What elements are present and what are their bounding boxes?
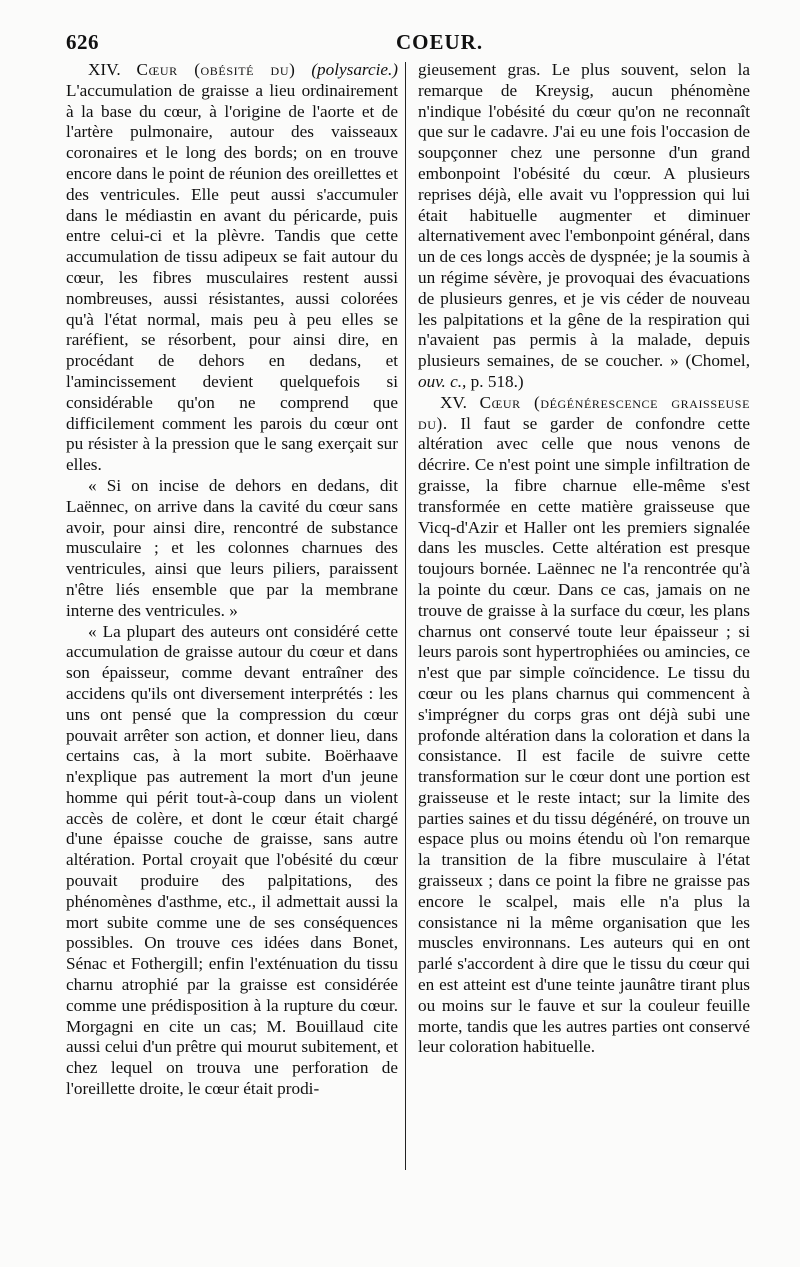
running-title: COEUR. xyxy=(396,30,484,54)
section-xiv-synonym: (polysarcie.) xyxy=(311,60,399,79)
quote-plupart-paragraph: « La plupart des auteurs ont considéré cette accumulation de graisse autour du cœur et dans son épaisseur, comme devant entraîner des accidens qu'ils ont diversement interprétés : les uns ont pensé que la compression du cœur pouvait arrêter son action, et donner lieu, dans certains cas, à la mort subite. Boërhaave n'explique pas autrement la mort d'un jeune homme qui périt tout-à-coup dans un violent accès de colère, et dont le cœur était chargé d'une épaisse couche de graisse, sans autre altération. Portal croyait que l'obésité du cœur pouvait produire des palpitations, des phénomènes d'asthme, etc., il admettait aussi la mort subite comme une de ses conséquences possibles. On trouve ces idées dans Bonet, Sénac et Fothergill; enfin l'exténuation du tissu charnu atrophié par la graisse est considérée comme une prédisposition à la rupture du cœur. Morgagni en cite un cas; M. Bouillaud cite aussi celui d'un prêtre qui mourut subitement, et chez lequel on trouva une perforation de l'oreillette droite, le cœur était prodi- xyxy=(66,621,398,1099)
section-xv-paragraph xyxy=(418,393,750,1059)
section-xiv-paragraph xyxy=(66,60,398,476)
section-xv-number: XV. xyxy=(440,392,467,412)
left-column xyxy=(66,60,398,1100)
continuation-text: gieusement gras. Le plus souvent, selon la remarque de Kreysig, aucun phénomène n'indique l'obésité du cœur qu'on ne reconnaît que sur le cadavre. J'ai eu une fois l'occasion de soupçonner chez une personne d'un grand embonpoint l'obésité du cœur. A plusieurs reprises déjà, elle avait vu l'oppression qui lui était habituelle augmenter et diminuer alternativement avec l'embonpoint général, dans un de ces longs accès de dyspnée; je la soumis à un régime sévère, je provoquai des évacuations de plusieurs genres, et je vis céder de nouveau les palpitations et la gêne de la respiration qui n'avaient pas permis à la malade, depuis plusieurs semaines, de se coucher. » (Chomel, xyxy=(418,60,750,371)
section-xv-heading: Cœur (dégénérescence graisseuse du). xyxy=(418,392,751,433)
section-xiv-text: L'accumulation de graisse a lieu ordinairement à la base du cœur, à l'origine de l'aorte et de l'artère pulmonaire, autour des vaisseaux coronaires et le long des bords; on en trouve encore dans le point de réunion des oreillettes et des ventricules. Elle peut aussi s'accumuler dans le médiastin en avant du péricarde, puis entre celui-ci et la plèvre. Tandis que cette accumulation de tissu adipeux se fait autour du cœur, les fibres musculaires restent aussi nombreuses, aussi résistantes, aussi colorées qu'à l'état normal, mais peu à peu elles se raréfient, se résorbent, pour ainsi dire, en procédant de dehors en dedans, et l'amincissement devient quelquefois si considérable qu'on ne comprend que difficilement comment les parois du cœur ont pu résister à la pression que le sang exerçait sur elles. xyxy=(66,80,398,475)
section-xiv-heading: Cœur (obésité du) xyxy=(136,60,296,79)
quote-laennec-paragraph: « Si on incise de dehors en dedans, dit Laënnec, on arrive dans la cavité du cœur sans avoir, pour ainsi dire, rencontré de substance musculaire ; et les colonnes charnues des ventricules, ainsi que leurs piliers, paraissent n'être liés ensemble que par la membrane interne des ventricules. » xyxy=(66,475,398,620)
section-xv-text: Il faut se garder de confondre cette altération avec celle que nous venons de décrire. Ce n'est point une simple infiltration de graisse, la fibre charnue elle-même s'est transformée en cette matière graisseuse que Vicq-d'Azir et Haller ont les premiers signalée dans les muscles. Cette altération est presque toujours bornée. Laënnec ne l'a rencontrée qu'à la pointe du cœur. Dans ce cas, jamais on ne trouve de graisse à la surface du cœur, les plans charnus ont conservé toute leur épaisseur ; si leurs parois sont hypertrophiées ou amincies, ce n'est que par simple coïncidence. Le tissu du cœur ou les plans charnus qui commencent à s'imprégner du corps gras ont déjà subi une profonde altération dans la coloration et dans la consistance. Il est facile de suivre cette transformation sur le cœur dont une portion est graisseuse et le reste intact; sur la limite des parties saines et du tissu dégénéré, on trouve un espace plus ou moins étendu où l'on remarque la transition de la fibre musculaire à l'état graisseux ; dans ce point la fibre ne graisse pas encore le scalpel, mais elle n'a plus la consistance ni la même organisation que les muscles environnans. Les auteurs qui en ont parlé s'accordent à dire que le tissu du cœur qui en est atteint est d'une teinte jaunâtre tirant plus ou moins sur le fauve et sur la couleur feuille morte, tandis que les autres parties ont conservé leur coloration habituelle. xyxy=(418,413,750,1057)
column-divider xyxy=(405,62,406,1170)
section-xiv-number: XIV. xyxy=(88,60,121,79)
citation-work: ouv. c., xyxy=(418,371,467,391)
page-number: 626 xyxy=(66,30,99,54)
citation-page: p. 518.) xyxy=(470,371,524,391)
continuation-paragraph xyxy=(418,60,750,393)
page-header xyxy=(66,30,760,56)
right-column xyxy=(418,60,750,1058)
